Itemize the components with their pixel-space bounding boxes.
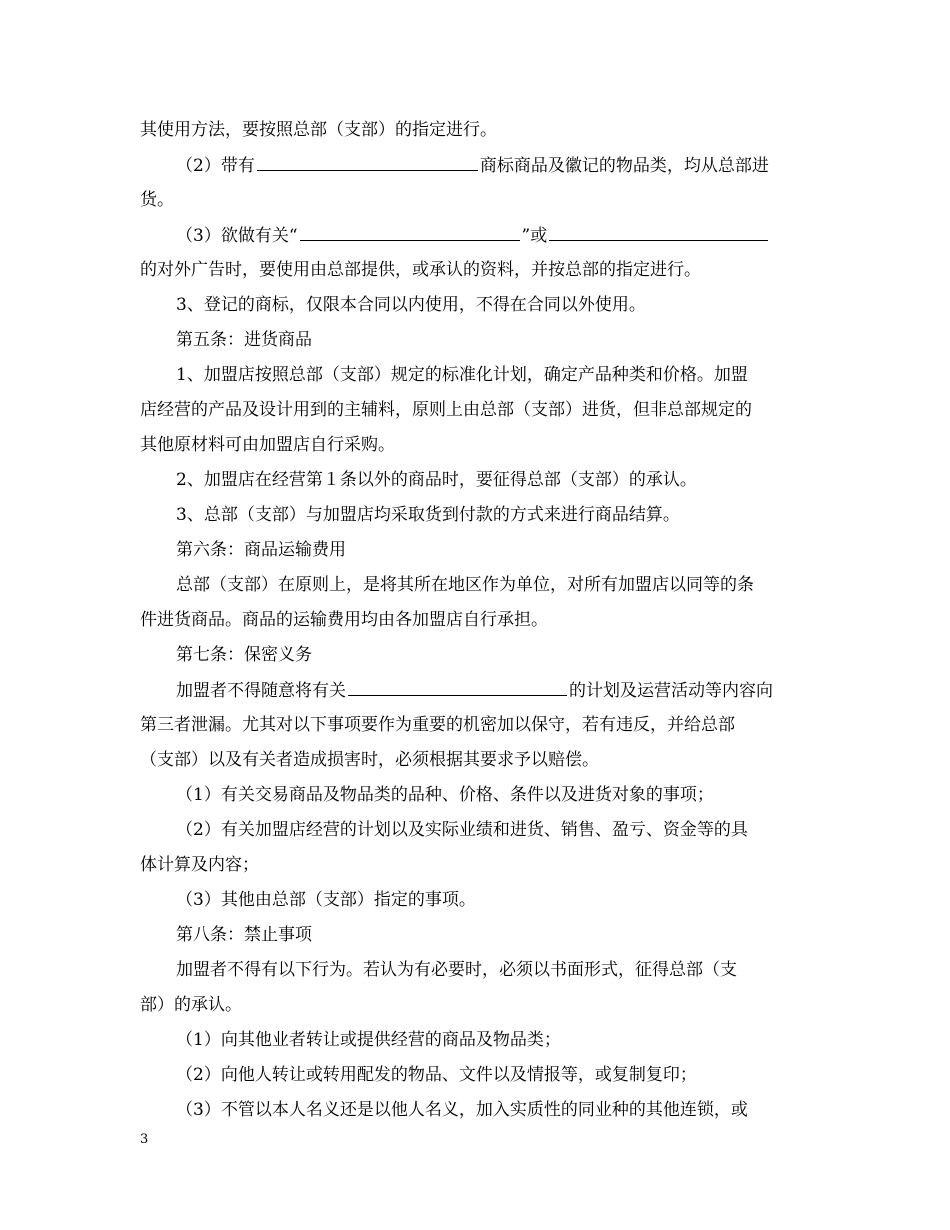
paragraph-line: （支部）以及有关者造成损害时，必须根据其要求予以赔偿。 [140,750,599,770]
fill-in-blank [549,218,768,241]
paragraph-line: 第三者泄漏。尤其对以下事项要作为重要的机密加以保守，若有违反，并给总部 [140,715,735,735]
list-item: （2）有关加盟店经营的计划以及实际业绩和进货、销售、盈亏、资金等的具 [176,820,748,840]
paragraph-line: 体计算及内容； [140,855,259,875]
paragraph-line: 件进货商品。商品的运输费用均由各加盟店自行承担。 [140,610,548,630]
line-text: 的计划及运营活动等内容向 [569,681,773,701]
paragraph-line: 3、登记的商标，仅限本合同以内使用，不得在合同以外使用。 [176,295,646,315]
paragraph-line: 其他原材料可由加盟店自行采购。 [140,435,395,455]
paragraph-line [140,218,812,253]
list-item: （3）其他由总部（支部）指定的事项。 [176,890,476,910]
line-text: ”或 [521,226,548,246]
paragraph-line: 总部（支部）在原则上，是将其所在地区作为单位，对所有加盟店以同等的条 [176,575,754,595]
paragraph-line: 3、总部（支部）与加盟店均采取货到付款的方式来进行商品结算。 [176,505,680,525]
paragraph-line: 货。 [140,190,174,210]
line-text: （3）欲做有关“ [176,226,298,246]
paragraph-line: 其使用方法，要按照总部（支部）的指定进行。 [140,120,497,140]
section-heading: 第六条：商品运输费用 [176,540,346,560]
fill-in-blank [300,218,520,241]
paragraph-line: 的对外广告时，要使用由总部提供，或承认的资料，并按总部的指定进行。 [140,260,701,280]
section-heading: 第八条：禁止事项 [176,925,312,945]
list-item: （3）不管以本人名义还是以他人名义，加入实质性的同业种的其他连锁，或 [176,1100,748,1120]
page-number: 3 [140,1132,149,1147]
document-body [140,113,812,1128]
fill-in-blank [348,673,567,696]
line-text: （2）带有 [176,156,255,176]
fill-in-blank [257,148,478,171]
list-item: （1）向其他业者转让或提供经营的商品及物品类； [176,1030,561,1050]
paragraph-line: 店经营的产品及设计用到的主辅料，原则上由总部（支部）进货，但非总部规定的 [140,400,752,420]
paragraph-line [140,673,812,708]
section-heading: 第七条：保密义务 [176,645,312,665]
list-item: （1）有关交易商品及物品类的品种、价格、条件以及进货对象的事项； [176,785,714,805]
paragraph-line [140,148,812,183]
section-heading: 第五条：进货商品 [176,330,312,350]
line-text: 商标商品及徽记的物品类，均从总部进 [479,156,769,176]
paragraph-line: 1、加盟店按照总部（支部）规定的标准化计划，确定产品种类和价格。加盟 [176,365,748,385]
paragraph-line: 2、加盟店在经营第１条以外的商品时，要征得总部（支部）的承认。 [176,470,697,490]
line-text: 加盟者不得随意将有关 [176,681,346,701]
paragraph-line: 加盟者不得有以下行为。若认为有必要时，必须以书面形式，征得总部（支 [176,960,737,980]
list-item: （2）向他人转让或转用配发的物品、文件以及情报等，或复制复印； [176,1065,697,1085]
paragraph-line: 部）的承认。 [140,995,242,1015]
